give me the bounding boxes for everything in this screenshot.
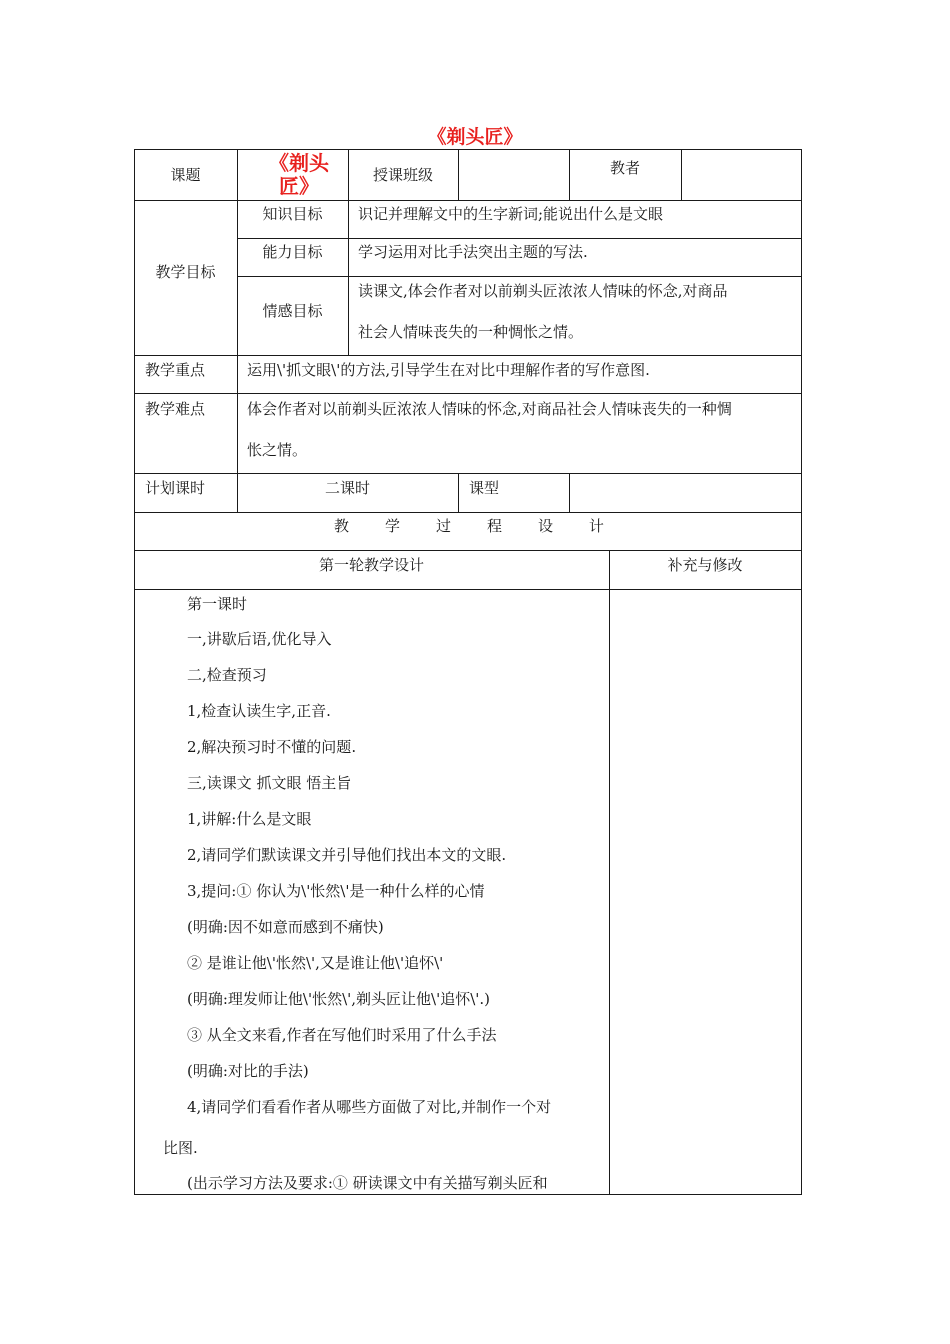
design-line: ② 是谁让他\'怅然\',又是谁让他\'追怀\' bbox=[187, 954, 444, 972]
table-border bbox=[134, 149, 802, 150]
difficulty-text: 体会作者对以前剃头匠浓浓人情味的怀念,对商品社会人情味丧失的一种惆 bbox=[247, 400, 732, 418]
process-heading-char: 计 bbox=[588, 517, 604, 535]
design-line: 1,检查认读生字,正音. bbox=[187, 702, 331, 720]
table-border bbox=[134, 393, 802, 394]
design-line: 2,请同学们默读课文并引导他们找出本文的文眼. bbox=[187, 846, 507, 864]
process-heading-char: 学 bbox=[384, 517, 400, 535]
process-heading-char: 设 bbox=[537, 517, 553, 535]
table-border bbox=[134, 149, 135, 1195]
lesson-type-label: 课型 bbox=[469, 479, 500, 497]
subject-value: 《剃头匠》 bbox=[269, 151, 329, 198]
table-border bbox=[348, 200, 349, 355]
emotion-objective-label: 情感目标 bbox=[262, 302, 323, 320]
objectives-label: 教学目标 bbox=[155, 263, 216, 281]
design-line: (明确:因不如意而感到不痛快) bbox=[187, 918, 384, 936]
design-line: ③ 从全文来看,作者在写他们时采用了什么手法 bbox=[187, 1026, 497, 1044]
design-line: 二,检查预习 bbox=[187, 666, 267, 684]
table-border bbox=[801, 149, 802, 1195]
table-border bbox=[134, 589, 802, 590]
ability-objective-text: 学习运用对比手法突出主题的写法. bbox=[358, 243, 588, 261]
subject-label: 课题 bbox=[170, 166, 201, 184]
table-border bbox=[134, 473, 802, 474]
design-line: 1,讲解:什么是文眼 bbox=[187, 810, 312, 828]
process-heading bbox=[334, 516, 604, 536]
process-heading-char: 过 bbox=[435, 517, 451, 535]
table-border bbox=[569, 473, 570, 512]
design-line: 3,提问:① 你认为\'怅然\'是一种什么样的心情 bbox=[187, 882, 485, 900]
design-line: 一,讲歇后语,优化导入 bbox=[187, 630, 332, 648]
class-label: 授课班级 bbox=[372, 166, 433, 184]
table-border bbox=[681, 149, 682, 200]
table-border bbox=[134, 1194, 802, 1195]
design-line: 2,解决预习时不懂的问题. bbox=[187, 738, 357, 756]
page-title: 《剃头匠》 bbox=[427, 126, 523, 148]
design-line: (明确:对比的手法) bbox=[187, 1062, 309, 1080]
design-line: 4,请同学们看看作者从哪些方面做了对比,并制作一个对 bbox=[187, 1098, 552, 1116]
knowledge-objective-text: 识记并理解文中的生字新词;能说出什么是文眼 bbox=[358, 205, 664, 223]
table-border bbox=[134, 200, 802, 201]
table-border bbox=[237, 276, 802, 277]
design-line: 比图. bbox=[163, 1139, 198, 1157]
process-heading-char: 程 bbox=[486, 517, 502, 535]
design-line: (明确:理发师让他\'怅然\',剃头匠让他\'追怀\'.) bbox=[187, 990, 491, 1008]
table-border bbox=[458, 149, 459, 200]
table-border bbox=[134, 550, 802, 551]
revise-column-header: 补充与修改 bbox=[667, 556, 743, 574]
emotion-objective-text: 社会人情味丧失的一种惆怅之情。 bbox=[358, 323, 584, 341]
emotion-objective-text: 读课文,体会作者对以前剃头匠浓浓人情味的怀念,对商品 bbox=[358, 282, 728, 300]
design-line: (出示学习方法及要求:① 研读课文中有关描写剃头匠和 bbox=[187, 1174, 548, 1192]
design-line: 第一课时 bbox=[187, 595, 248, 613]
table-border bbox=[134, 355, 802, 356]
table-border bbox=[134, 512, 802, 513]
process-heading-char: 教 bbox=[334, 517, 350, 535]
design-column-header: 第一轮教学设计 bbox=[318, 556, 424, 574]
table-border bbox=[458, 473, 459, 512]
hours-label: 计划课时 bbox=[145, 479, 206, 497]
difficulty-label: 教学难点 bbox=[145, 400, 206, 418]
teacher-label: 教者 bbox=[609, 159, 640, 177]
difficulty-text: 怅之情。 bbox=[247, 441, 308, 459]
knowledge-objective-label: 知识目标 bbox=[262, 205, 323, 223]
ability-objective-label: 能力目标 bbox=[262, 243, 323, 261]
key-point-text: 运用\'抓文眼\'的方法,引导学生在对比中理解作者的写作意图. bbox=[247, 361, 650, 379]
table-border bbox=[237, 238, 802, 239]
design-line: 三,读课文 抓文眼 悟主旨 bbox=[187, 774, 352, 792]
table-border bbox=[609, 550, 610, 1195]
key-point-label: 教学重点 bbox=[145, 361, 206, 379]
hours-value: 二课时 bbox=[324, 479, 370, 497]
